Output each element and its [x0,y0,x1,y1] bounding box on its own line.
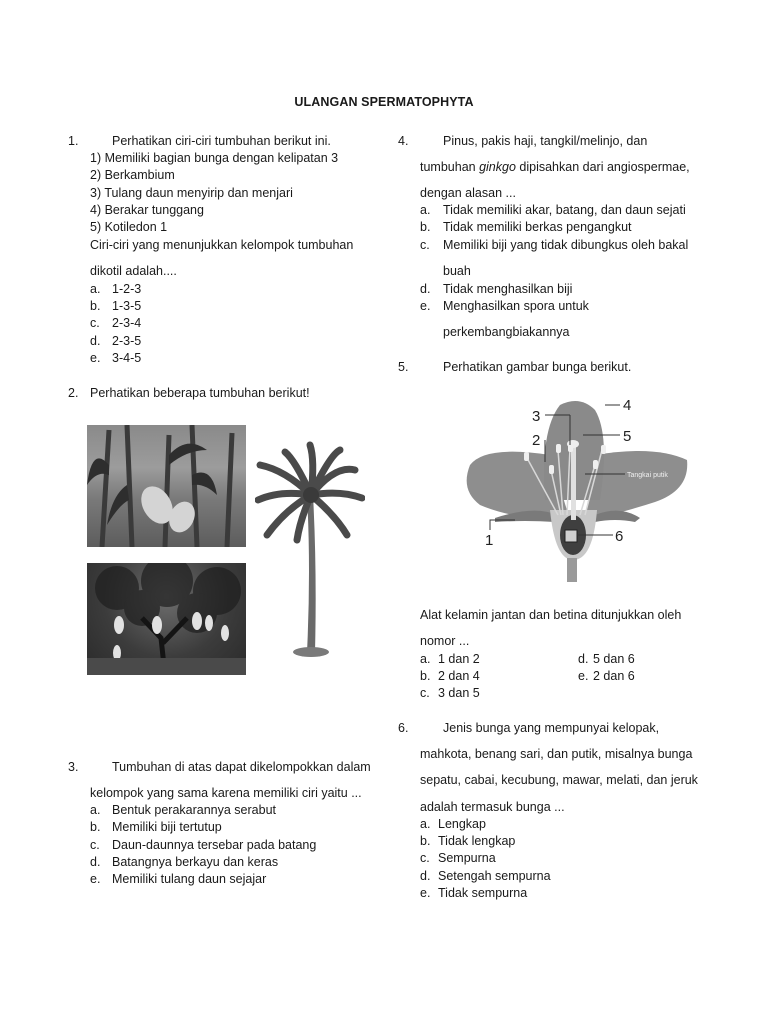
option-text: Memiliki tulang daun sejajar [112,872,267,886]
option-text: Menghasilkan spora untuk [443,299,589,313]
option-text: Tidak sempurna [438,886,528,900]
option-text: 1 dan 2 [438,652,480,666]
question-stem: dengan alasan ... [420,186,516,200]
option-label: d. [90,855,101,869]
option-label: b. [90,299,101,313]
diagram-label-1: 1 [485,532,494,549]
diagram-label-3: 3 [532,408,541,425]
option-label: c. [420,686,430,700]
option-label: a. [420,203,431,217]
criteria-item: 5) Kotiledon 1 [90,220,168,234]
option-text: 1-2-3 [112,282,142,296]
option-text: Memiliki biji yang tidak dibungkus oleh bakal [443,238,689,252]
criteria-item: 1) Memiliki bagian bunga dengan kelipatan 3 [90,151,339,165]
option-text: Setengah sempurna [438,869,551,883]
option-text: Sempurna [438,851,496,865]
option-text: Batangnya berkayu dan keras [112,855,279,869]
option-label: d. [578,652,589,666]
question-stem [420,160,690,174]
option-text: Bentuk perakarannya serabut [112,803,276,817]
option-text: 2-3-4 [112,316,142,330]
option-label: e. [90,872,101,886]
option-label: b. [420,669,431,683]
option-text: 3-4-5 [112,351,142,365]
option-label: e. [578,669,589,683]
question-stem: Tumbuhan di atas dapat dikelompokkan dalam [112,760,371,774]
question-number: 3. [68,760,79,774]
question-text: Ciri-ciri yang menunjukkan kelompok tumbuhan [90,238,354,252]
option-label: b. [420,834,431,848]
question-stem: mahkota, benang sari, dan putik, misalnya bunga [420,747,693,761]
option-text: Lengkap [438,817,486,831]
option-text: Tidak menghasilkan biji [443,282,573,296]
option-label: c. [420,238,430,252]
option-label: a. [90,803,101,817]
coconut-palm-illustration [255,440,365,660]
question-stem: Perhatikan beberapa tumbuhan berikut! [90,386,310,400]
stem-text: tumbuhan [420,160,480,174]
option-label: c. [90,838,100,852]
option-text: 2 dan 6 [593,669,635,683]
question-stem: adalah termasuk bunga ... [420,800,565,814]
diagram-label-4: 4 [623,397,632,414]
option-label: a. [90,282,101,296]
page-title: ULANGAN SPERMATOPHYTA [294,95,474,109]
question-number: 2. [68,386,79,400]
diagram-label-5: 5 [623,428,632,445]
question-number: 5. [398,360,409,374]
question-text: nomor ... [420,634,470,648]
question-stem: Perhatikan ciri-ciri tumbuhan berikut ini. [112,134,331,148]
option-label: b. [90,820,101,834]
question-number: 6. [398,721,409,735]
option-label: a. [420,817,431,831]
question-stem: sepatu, cabai, kecubung, mawar, melati, dan jeruk [420,773,698,787]
stem-italic-term: ginkgo [479,160,516,174]
mango-tree-photo [87,563,246,675]
option-label: e. [90,351,101,365]
criteria-item: 4) Berakar tunggang [90,203,204,217]
option-text-continued: buah [443,264,471,278]
option-text: Tidak memiliki akar, batang, dan daun sejati [443,203,686,217]
option-label: a. [420,652,431,666]
corn-plant-photo [87,425,246,547]
question-number: 4. [398,134,409,148]
question-number: 1. [68,134,79,148]
option-text: 3 dan 5 [438,686,480,700]
option-label: e. [420,299,431,313]
option-label: e. [420,886,431,900]
option-text: 2 dan 4 [438,669,480,683]
question-text: dikotil adalah.... [90,264,177,278]
option-text: 1-3-5 [112,299,142,313]
option-label: b. [420,220,431,234]
criteria-item: 2) Berkambium [90,168,175,182]
option-label: d. [420,282,431,296]
option-text: Daun-daunnya tersebar pada batang [112,838,317,852]
option-text: 5 dan 6 [593,652,635,666]
question-stem: Pinus, pakis haji, tangkil/melinjo, dan [443,134,648,148]
option-text: Tidak lengkap [438,834,516,848]
question-stem: Perhatikan gambar bunga berikut. [443,360,632,374]
diagram-annotation: Tangkai putik [627,472,668,479]
option-text: 2-3-5 [112,334,142,348]
stem-text: dipisahkan dari angiospermae, [515,160,690,174]
option-text: Tidak memiliki berkas pengangkut [443,220,632,234]
option-label: d. [90,334,101,348]
flower-diagram [455,390,690,582]
option-text: Memiliki biji tertutup [112,820,222,834]
option-label: c. [90,316,100,330]
option-label: d. [420,869,431,883]
question-text: Alat kelamin jantan dan betina ditunjukkan oleh [420,608,682,622]
option-text-continued: perkembangbiakannya [443,325,570,339]
option-label: c. [420,851,430,865]
criteria-item: 3) Tulang daun menyirip dan menjari [90,186,293,200]
diagram-label-2: 2 [532,432,541,449]
question-stem: kelompok yang sama karena memiliki ciri yaitu ... [90,786,362,800]
question-stem: Jenis bunga yang mempunyai kelopak, [443,721,660,735]
diagram-label-6: 6 [615,528,624,545]
